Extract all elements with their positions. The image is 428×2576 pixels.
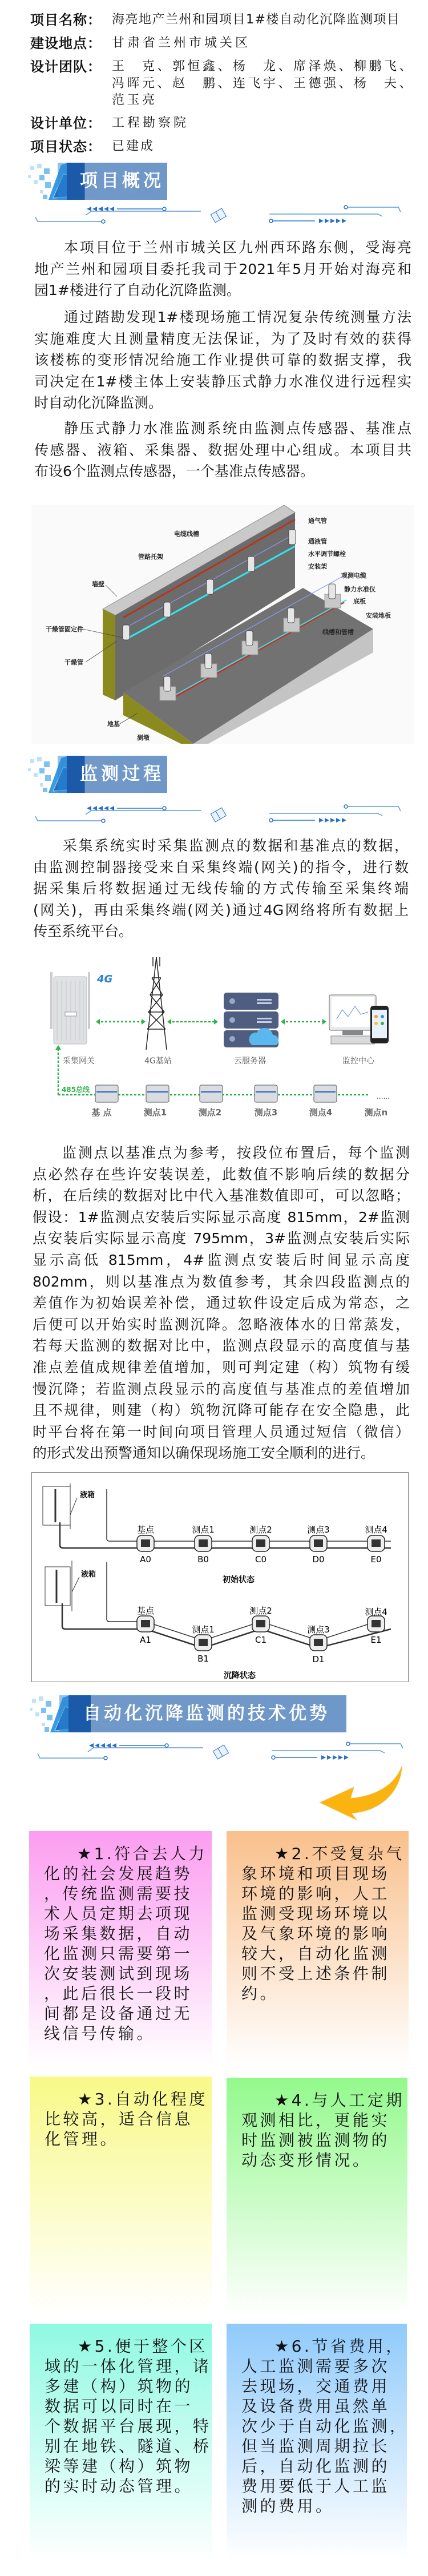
paragraph-line: 显示高低 815mm，4#监测点安装后时间显示高度 — [33, 1251, 410, 1268]
4g-logo: 4G — [97, 973, 113, 985]
paragraph-line: 据采集后将数据通过无线传输的方式传输至采集终端 — [33, 880, 409, 897]
label-vent-pipe: 通气管 — [308, 517, 327, 525]
point-label: 测点1 — [192, 1624, 215, 1635]
section-banner-advantages — [27, 1695, 346, 1732]
paragraph-line: 点安装后实际显示高度 795mm，3#监测点安装后实际 — [33, 1230, 410, 1247]
section-divider — [32, 1741, 406, 1761]
sensor-label: 测点n — [364, 1107, 388, 1118]
paragraph — [34, 307, 411, 414]
paragraph-line: 本项目位于兰州市城关区九州西环路东侧，受海亮 — [64, 239, 411, 256]
card-text-line: 次少于自动化监测， — [241, 2417, 409, 2436]
info-label-name: 项目名称： — [30, 12, 102, 28]
paragraph-line: 司决定在1#楼主体上安装静压式静力水准仪进行远程实 — [34, 373, 411, 390]
card-text-line: 但当监测周期拉长 — [241, 2437, 390, 2456]
point-label: 基点 — [136, 1606, 155, 1616]
installation-diagram — [31, 505, 414, 744]
card-text-line: 时监测被监测物的 — [241, 2131, 390, 2150]
label-base-plate: 底板 — [353, 598, 366, 605]
card-text-line: 观测相比，更能实 — [241, 2111, 390, 2130]
point-code: B0 — [197, 1554, 209, 1565]
paragraph-line: 传至系统平台。 — [33, 923, 134, 940]
caption-settled: 沉降状态 — [224, 1671, 256, 1680]
curved-arrow-icon — [317, 1763, 407, 1822]
paragraph-line: 准点差值成规律差值增加，则可判定建（构）筑物有缓 — [33, 1358, 410, 1376]
point-label: 测点4 — [365, 1525, 387, 1535]
point-code: B1 — [197, 1654, 209, 1664]
paragraph-line: 园1#楼进行了自动化沉降监测。 — [34, 282, 241, 299]
paragraph-line: 采集系统实时采集监测点的数据和基准点的数据， — [63, 837, 409, 854]
circuit-divider-icon — [30, 804, 404, 824]
label-trough: 线槽和管槽 — [322, 628, 354, 636]
paragraph-line: 假设：1#监测点安装后实际显示高度 815mm，2#监测 — [33, 1208, 410, 1225]
label-dryer-fixture: 干燥管固定件 — [46, 626, 83, 633]
point-label: 测点4 — [365, 1607, 387, 1617]
more-sensors-ellipsis: ...... — [377, 1093, 390, 1100]
advantage-card — [29, 1831, 212, 2068]
card-text-line: ★2.不受复杂气 — [274, 1844, 405, 1863]
card-text-line: 动态变形情况。 — [241, 2151, 372, 2170]
section-title: 自动化沉降监测的技术优势 — [83, 1703, 330, 1724]
label-obs-cable: 观测电缆 — [341, 572, 366, 579]
card-text-line: 去现场，交通费用 — [241, 2377, 390, 2396]
paragraph-line: 时平台将在第一时间向项目管理人员通过短信（微信） — [33, 1423, 410, 1440]
sensor-label: 基 点 — [91, 1107, 112, 1118]
point-label: 测点3 — [307, 1624, 330, 1635]
advantage-card — [227, 1831, 409, 2068]
card-text-line: 域的一体化管理，诸 — [45, 2357, 212, 2376]
point-code: D1 — [312, 1654, 325, 1664]
system-architecture-diagram — [40, 955, 394, 1120]
card-text-line: 术人员定期去项现 — [44, 1904, 193, 1923]
wall-side — [103, 609, 115, 700]
card-text-line: 间都是设备通过无 — [44, 2004, 193, 2023]
card-text-line: 较大，自动化监测 — [241, 1944, 390, 1963]
paragraph-line: 实施难度大且测量精度无法保证，为了及时有效的获得 — [34, 330, 411, 347]
info-value-unit: 工程勘察院 — [112, 116, 189, 130]
card-text-line: 的实时动态管理。 — [45, 2477, 193, 2496]
paragraph — [33, 1142, 410, 1464]
card-text-line: 次安装测试到现场 — [44, 1964, 193, 1983]
card-text-line: 多建（构）筑物的 — [45, 2377, 193, 2396]
paragraph-line: 且不规律，则建（构）筑物沉降可能存在安全隐患，此 — [33, 1402, 410, 1419]
advantage-card — [30, 2077, 212, 2315]
point-label: 测点2 — [249, 1606, 272, 1616]
point-label: 基点 — [136, 1525, 155, 1535]
card-text-line: 及气象环境的影响 — [241, 1924, 390, 1943]
card-text-line: 数据可以同时在一 — [45, 2397, 193, 2416]
paragraph-line: 该楼栋的变形情况给施工作业提供可靠的数据支撑，我 — [34, 352, 411, 369]
point-label: 测点3 — [307, 1525, 330, 1535]
section-title: 项目概况 — [80, 171, 164, 191]
card-text-line: ★3.自动化程度 — [78, 2090, 208, 2109]
card-text-line: ，此后很长一段时 — [44, 1984, 193, 2003]
card-text-line: 化管理。 — [45, 2130, 119, 2148]
info-label-team: 设计团队： — [30, 59, 102, 75]
card-text-line: 比较高，适合信息 — [45, 2110, 193, 2128]
paragraph-line: 后便可以开始实时监测沉降。忽略液体水的日常蒸发， — [33, 1316, 410, 1333]
card-text-line: 及设备费用虽然单 — [241, 2397, 390, 2416]
paragraph-line: 时自动化沉降监测。 — [34, 394, 163, 412]
sensor-label: 测点3 — [254, 1107, 278, 1118]
circuit-divider-icon — [30, 204, 404, 225]
paragraph-line: 析，在后续的数据对比中代入基准数值即可，可以忽略； — [33, 1187, 410, 1204]
label-level-gauge: 静力水准仪 — [344, 586, 375, 593]
info-label-unit: 设计单位： — [30, 115, 102, 131]
section-banner-process — [26, 756, 167, 793]
gateway-device — [51, 972, 89, 1044]
card-text-line: 梁等建（构）筑物 — [45, 2457, 193, 2476]
point-code: E0 — [370, 1554, 382, 1565]
paragraph-line: 通过踏勘发现1#楼现场施工情况复杂传统测量方法 — [64, 309, 411, 325]
paragraph-line: 差值作为初始误差补偿，通过软件设定后成为常态，之 — [33, 1295, 410, 1312]
card-text-line: 场采集数据，自动 — [44, 1924, 193, 1943]
paragraph-line: 传感器、液箱、采集器、数据处理中心组成。本项目共 — [34, 441, 411, 458]
point-code: A0 — [140, 1554, 151, 1565]
info-label-location: 建设地点： — [30, 35, 102, 51]
label-pier: 测墩 — [137, 734, 150, 741]
tower-icon — [146, 957, 167, 1050]
section-divider — [30, 204, 404, 225]
label-mount-floor: 安装地板 — [366, 612, 391, 619]
card-text-line: ★6.节省费用， — [274, 2337, 405, 2356]
paragraph-line: 若每天监测的数据对比中，监测点段显示的高度值与基 — [33, 1337, 410, 1354]
card-text-line: ，传统监测需要技 — [44, 1884, 193, 1903]
tank-label: 液箱 — [80, 1491, 95, 1499]
paragraph — [33, 835, 409, 942]
point-code: E1 — [370, 1635, 382, 1645]
advantage-card — [30, 2324, 212, 2562]
point-code: C0 — [255, 1554, 267, 1565]
info-value-team-line: 王 克、郭恒鑫、杨 龙、席泽焕、柳鹏飞、 — [112, 59, 415, 74]
sensor-label: 测点1 — [143, 1107, 167, 1118]
card-text-line: 化的社会发展趋势 — [44, 1864, 193, 1883]
card-text-line: 则不受上述条件制 — [241, 1964, 390, 1983]
card-text-line: 测的费用。 — [241, 2497, 334, 2515]
card-text-line: 后，自动化监测的 — [241, 2457, 390, 2476]
advantage-card — [227, 2078, 407, 2315]
label-foundation: 地基 — [107, 720, 120, 728]
label-pipe-bracket: 管路托架 — [138, 553, 163, 561]
settlement-principle-diagram — [31, 1472, 409, 1682]
paragraph-line: 点必然存在些许安装误差，此数值不影响后续的数据分 — [33, 1166, 410, 1183]
card-text-line: 监测受现场环境以 — [241, 1904, 390, 1923]
label-level-bolt: 水平调节螺栓 — [308, 550, 346, 558]
paragraph-line: 布设6个监测点传感器，一个基准点传感器。 — [34, 463, 314, 480]
info-value-team-line: 冯晖元、赵 鹏、连飞宇、王德强、杨 夫、 — [112, 76, 415, 91]
label-cable-trough: 电缆线槽 — [174, 530, 199, 538]
sensor-label: 测点2 — [198, 1107, 222, 1118]
card-text-line: ★1.符合去人力 — [77, 1844, 207, 1863]
paragraph-line: 由监测控制器接受来自采集终端(网关)的指令，进行数 — [33, 858, 409, 876]
paragraph — [34, 237, 411, 301]
info-value-location: 甘肃省兰州市城关区 — [112, 36, 251, 50]
sensor-devices — [95, 1085, 337, 1102]
card-text-line: ★5.便于整个区 — [78, 2337, 208, 2356]
card-text-line: 人工监测需要多次 — [241, 2357, 390, 2376]
paragraph-line: 慢沉降；若监测点段显示的高度值与基准点的差值增加 — [33, 1380, 410, 1397]
node-label-cloud-server: 云服务器 — [234, 1057, 266, 1066]
label-mount-frame: 安装架 — [308, 563, 327, 570]
card-text-line: 约。 — [241, 1984, 279, 2003]
card-text-line: 费用要低于人工监 — [241, 2477, 390, 2496]
advantage-card — [227, 2324, 407, 2559]
card-text-line: 个数据平台展现，特 — [45, 2417, 212, 2436]
card-text-line: 别在地铁、隧道、桥 — [45, 2437, 212, 2456]
card-text-line: 化监测只需要第一 — [44, 1944, 193, 1963]
section-banner-overview — [26, 163, 167, 200]
tank-label: 液箱 — [81, 1570, 96, 1579]
card-text-line: 环境的影响，人工 — [241, 1884, 390, 1903]
link-arrows — [58, 1022, 370, 1095]
label-dryer-pipe: 干燥管 — [64, 659, 83, 666]
sensor-label: 测点4 — [309, 1107, 333, 1118]
node-label-base-station: 4G基站 — [144, 1057, 172, 1066]
section-divider — [30, 804, 404, 824]
info-value-team-line: 范玉亮 — [112, 93, 158, 107]
card-text-line: 线信号传输。 — [44, 2024, 156, 2043]
paragraph — [34, 418, 411, 482]
card-text-line: ★4.与人工定期 — [274, 2091, 405, 2110]
label-liquid-pipe: 通液管 — [308, 538, 327, 545]
caption-initial: 初始状态 — [223, 1575, 255, 1585]
card-text-line: 象环境和项目现场 — [241, 1864, 390, 1883]
paragraph-line: 802mm，则以基准点为数值参考，其余四段监测点的 — [33, 1273, 410, 1290]
paragraph-line: 地产兰州和园项目委托我司于2021年5月开始对海亮和 — [34, 260, 411, 277]
info-value-name: 海亮地产兰州和园项目1#楼自动化沉降监测项目 — [112, 13, 401, 27]
info-value-status: 已建成 — [112, 139, 155, 154]
point-code: C1 — [255, 1635, 267, 1645]
info-label-status: 项目状态： — [30, 139, 102, 155]
section-title: 监测过程 — [80, 764, 164, 784]
paragraph-line: 静压式静力水准监测系统由监测点传感器、基准点 — [64, 420, 411, 437]
paragraph-line: (网关)，再由采集终端(网关)通过4G网络将所有数据上 — [33, 901, 409, 918]
node-label-monitor-center: 监控中心 — [342, 1057, 374, 1066]
paragraph-line: 的形式发出预警通知以确保现场施工安全顺利的进行。 — [33, 1445, 375, 1462]
circuit-divider-icon — [32, 1741, 406, 1761]
point-code: A1 — [140, 1635, 151, 1645]
bus-label: 485总线 — [62, 1086, 90, 1094]
point-label: 测点1 — [192, 1525, 215, 1535]
label-wall: 墙壁 — [92, 580, 104, 588]
monitor-center-icon — [329, 995, 389, 1044]
point-code: D0 — [312, 1554, 325, 1565]
paragraph-line: 监测点以基准点为参考，按段位布置后，每个监测 — [62, 1144, 410, 1161]
node-label-gateway: 采集网关 — [63, 1057, 95, 1066]
point-label: 测点2 — [249, 1525, 272, 1535]
cloud-server-icon — [224, 993, 278, 1047]
